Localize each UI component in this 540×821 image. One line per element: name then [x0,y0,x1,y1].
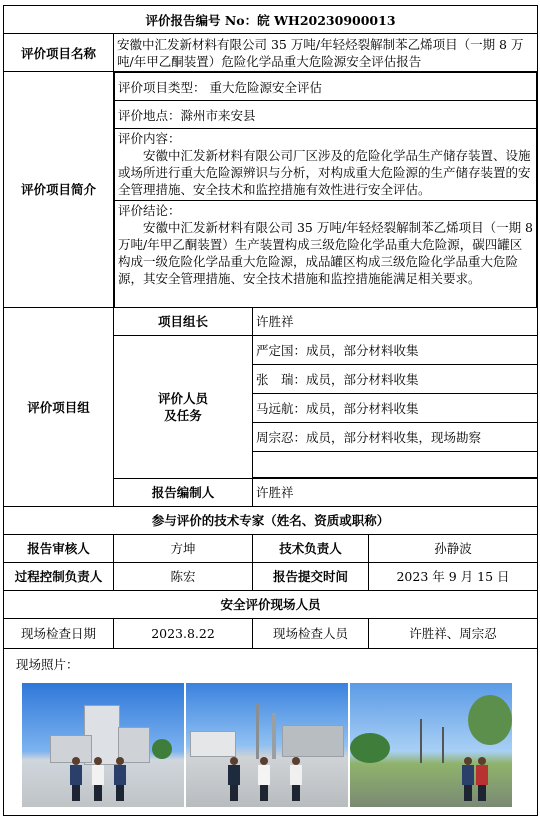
report-number-row [4,6,538,34]
leader-value: 许胜祥 [253,307,538,335]
process-control-label: 过程控制负责人 [4,562,114,590]
member-item: 张 瑞：成员，部分材料收集 [253,364,538,393]
member-item: 马远航：成员，部分材料收集 [253,393,538,422]
conclusion-label: 评价结论： [118,203,181,218]
submit-time-value: 2023 年 9 月 15 日 [369,562,538,590]
member-item: 周宗忍：成员，部分材料收集，现场勘察 [253,422,538,451]
summary-label: 评价项目简介 [4,72,114,308]
reviewer-value: 方坤 [114,534,253,562]
experts-heading: 参与评价的技术专家（姓名、资质或职称） [4,506,538,534]
writer-label: 报告编制人 [114,478,253,506]
inspection-people-label: 现场检查人员 [253,618,369,648]
summary-block [114,72,537,307]
leader-label: 项目组长 [114,307,253,335]
site-photo-3 [350,683,512,807]
project-type: 评价项目类型： 重大危险源安全评估 [115,73,537,101]
inspection-date-value: 2023.8.22 [114,618,253,648]
site-photo-2 [186,683,348,807]
process-control-value: 陈宏 [114,562,253,590]
submit-time-label: 报告提交时间 [253,562,369,590]
team-label: 评价项目组 [4,307,114,506]
reviewer-label: 报告审核人 [4,534,114,562]
inspection-people-value: 许胜祥、周宗忍 [369,618,538,648]
member-item: 严定国：成员，部分材料收集 [253,335,538,364]
content-text: 安徽中汇发新材料有限公司厂区涉及的危险化学品生产储存装置、设施或场所进行重大危险源辨识与分析，对构成重大危险源的生产储存装置的安全管理措施、安全技术和监控措施有效性进行安全评估。 [118,148,531,197]
conclusion-text: 安徽中汇发新材料有限公司 35 万吨/年轻烃裂解制苯乙烯项目（一期 8 万吨/年甲乙酮装置）生产装置构成三级危险化学品重大危险源，碳四罐区构成一级危险化学品重大危险源，成品罐区构成三级危险化学品重大危险源，其安全管理措施、安全技术措施和监控措施能满足相关要求。 [118,220,533,286]
photos-label: 现场照片： [16,656,79,672]
onsite-heading: 安全评价现场人员 [4,590,538,618]
members-label: 评价人员 及任务 [114,335,253,478]
project-name-value: 安徽中汇发新材料有限公司 35 万吨/年轻烃裂解制苯乙烯项目（一期 8 万吨/年甲乙酮装置）危险化学品重大危险源安全评估报告 [114,34,538,72]
report-number-label: 评价报告编号 No： [145,12,258,28]
writer-value: 许胜祥 [253,478,538,506]
member-item [253,451,538,477]
content-label: 评价内容： [118,131,181,146]
site-photo-1 [22,683,184,807]
evaluation-report-table [3,5,538,816]
inspection-date-label: 现场检查日期 [4,618,114,648]
tech-lead-label: 技术负责人 [253,534,369,562]
tech-lead-value: 孙静波 [369,534,538,562]
project-name-label: 评价项目名称 [4,34,114,72]
report-number-value: 皖 WH20230900013 [257,12,396,28]
site-photos [4,673,537,815]
project-location: 评价地点：滁州市来安县 [115,101,537,129]
